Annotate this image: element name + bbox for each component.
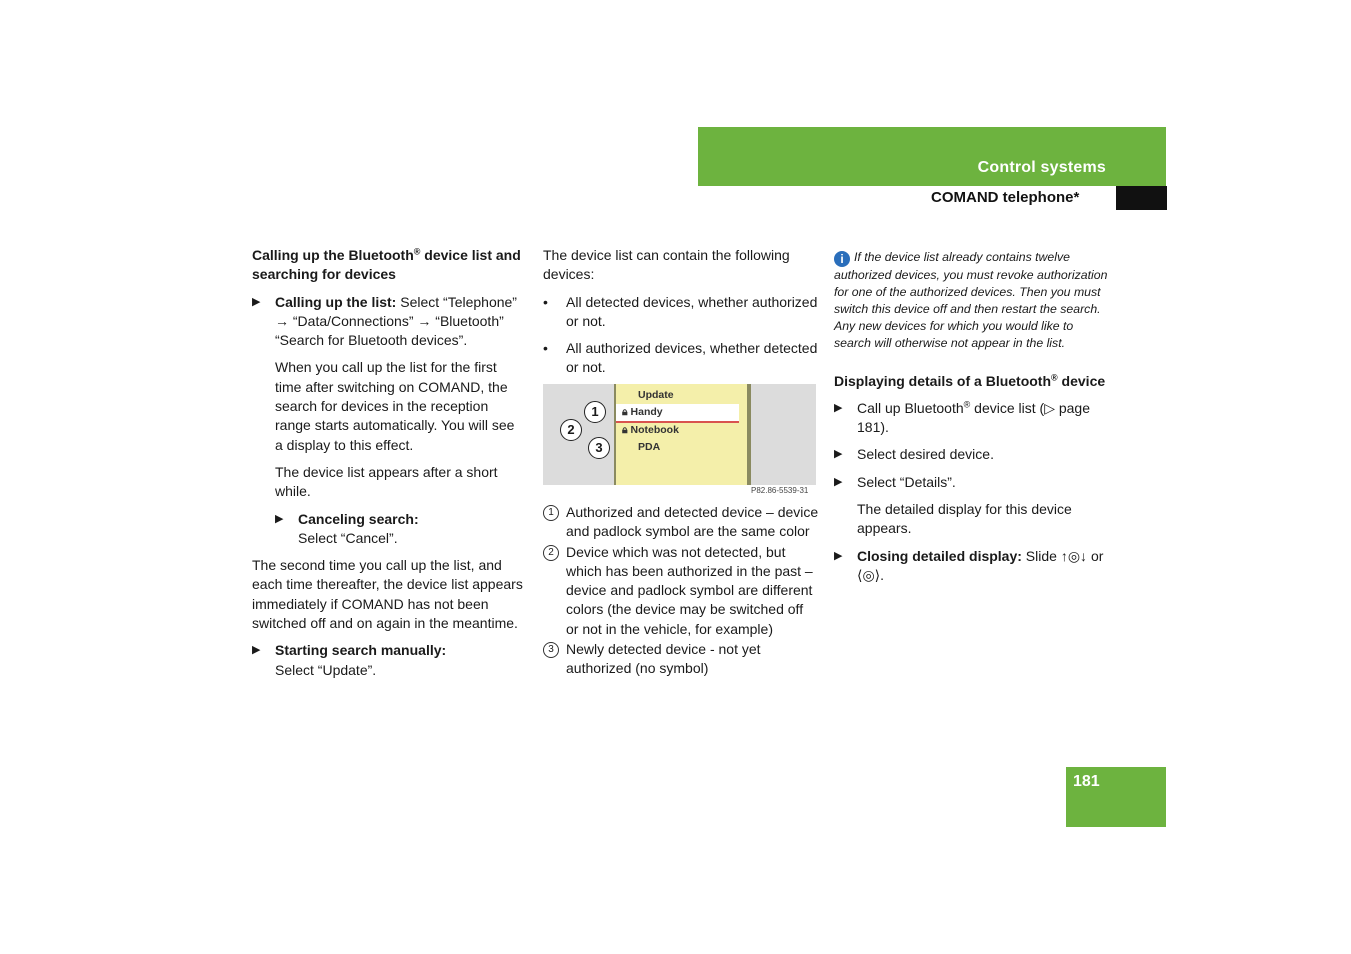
info-icon: i bbox=[834, 251, 850, 267]
legend-item: 2 Device which was not detected, but which has been authorized in the past – device and padlock symbol are different colors (the device may be switched off or not in the vehicle, for example) bbox=[543, 543, 819, 639]
step-select-details: ▶ Select “Details”. bbox=[834, 473, 1110, 492]
figure-code: P82.86-5539-31 bbox=[751, 486, 809, 495]
paragraph-list-appears: The device list appears after a short while. bbox=[275, 463, 498, 500]
phone-padlock-icon: 🔒︎ bbox=[622, 406, 628, 418]
column-left bbox=[252, 246, 524, 688]
step-arrow-icon: ▶ bbox=[834, 475, 843, 488]
heading-calling-list: Calling up the Bluetooth® device list and searching for devices bbox=[252, 246, 521, 283]
paragraph-first-time: When you call up the list for the first time after switching on COMAND, the search for devices in the reception range starts automatically. You will see a display to this effect. bbox=[275, 359, 515, 453]
step-arrow-icon: ▶ bbox=[834, 401, 843, 414]
page-number-box bbox=[1066, 767, 1166, 827]
figure-legend bbox=[543, 503, 819, 680]
callout-3: 3 bbox=[588, 437, 610, 459]
bullet-item: • All detected devices, whether authorized or not. bbox=[543, 293, 818, 329]
callout-1: 1 bbox=[584, 401, 606, 423]
step-manual-search: ▶ Starting search manually: Select “Update”. bbox=[252, 642, 447, 678]
device-list-screen-figure bbox=[543, 384, 816, 485]
section-header-bar bbox=[698, 127, 1166, 186]
section-title: Control systems bbox=[977, 159, 1106, 176]
column-right bbox=[834, 249, 1110, 593]
list-item-handy: 🔒︎ Handy bbox=[622, 406, 663, 418]
callout-2: 2 bbox=[560, 419, 582, 441]
step-call-up-list: ▶ Call up Bluetooth® device list (▷ page 181). bbox=[834, 399, 1090, 436]
bullet-item: • All authorized devices, whether detected or not. bbox=[543, 340, 818, 376]
legend-item: 1 Authorized and detected device – device and padlock symbol are the same color bbox=[543, 503, 819, 542]
device-list-screen bbox=[614, 384, 751, 485]
step-arrow-icon: ▶ bbox=[252, 644, 261, 657]
info-note: i If the device list already contains twelve authorized devices, you must revoke authorization for one of the authorized devices. Then you must switch this device off and then restart the search. Any new devices for which you would like to search will otherwise not appear in the list. bbox=[834, 250, 1108, 350]
paragraph-detailed-display: The detailed display for this device appears. bbox=[857, 501, 1072, 537]
list-item-pda: PDA bbox=[638, 441, 661, 453]
legend-item: 3 Newly detected device - not yet authorized (no symbol) bbox=[543, 640, 819, 679]
notebook-padlock-icon: 🔒︎ bbox=[622, 424, 628, 436]
paragraph-device-list-intro: The device list can contain the following devices: bbox=[543, 247, 790, 283]
subsection-title: COMAND telephone* bbox=[931, 189, 1080, 206]
step-arrow-icon: ▶ bbox=[252, 295, 261, 308]
header-marker bbox=[1116, 186, 1167, 210]
heading-displaying-details: Displaying details of a Bluetooth® device bbox=[834, 371, 1106, 389]
column-middle bbox=[543, 246, 819, 386]
paragraph-second-time: The second time you call up the list, and each time thereafter, the device list appears immediately if COMAND has not been switched off and on again in the meantime. bbox=[252, 557, 523, 632]
divider-line bbox=[616, 421, 739, 423]
list-item-notebook: 🔒︎ Notebook bbox=[622, 424, 679, 436]
step-select-device: ▶ Select desired device. bbox=[834, 445, 1110, 464]
step-arrow-icon: ▶ bbox=[834, 549, 843, 562]
step-arrow-icon: ▶ bbox=[834, 448, 843, 461]
list-item-update: Update bbox=[638, 389, 674, 401]
page-number: 181 bbox=[1073, 773, 1100, 790]
step-calling-list: ▶ Calling up the list: Select “Telephone” → “Data/Connections” → “Bluetooth” “Search for Bluetooth devices”. bbox=[252, 293, 517, 349]
step-arrow-icon: ▶ bbox=[275, 512, 284, 525]
step-closing-display: ▶ Closing detailed display: Slide ↑◎↓ or ⟨◎⟩. bbox=[834, 547, 1104, 583]
step-canceling-search: ▶ Canceling search: Select “Cancel”. bbox=[275, 510, 419, 546]
